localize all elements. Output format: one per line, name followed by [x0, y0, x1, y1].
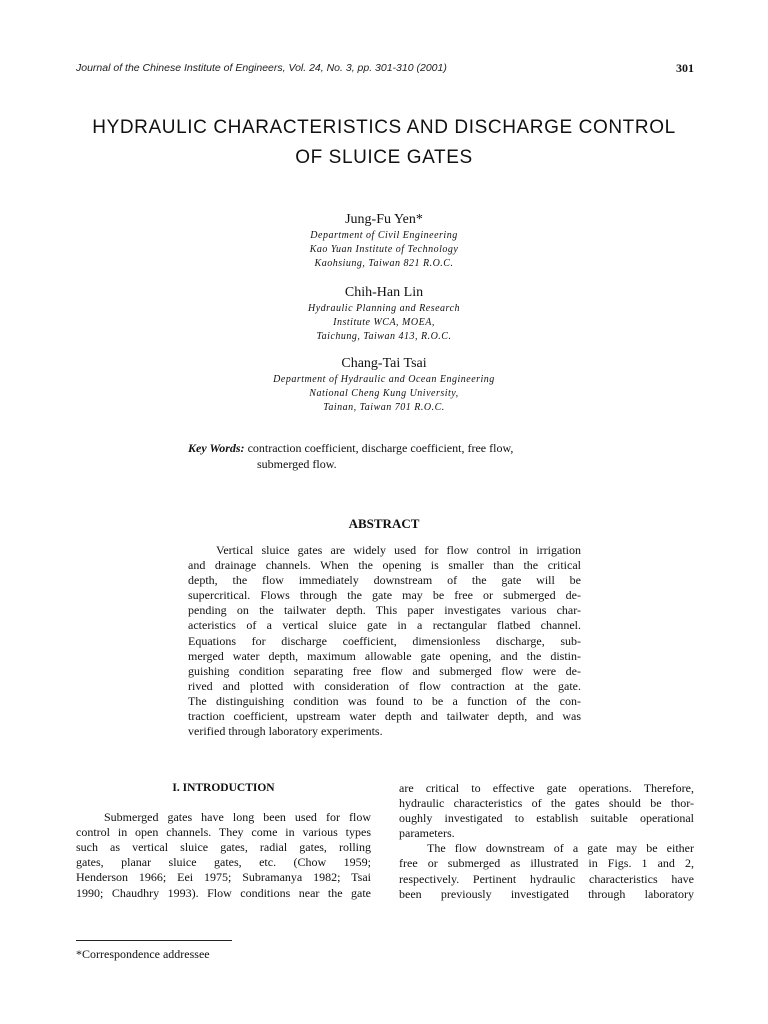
abstract-line: rived and plotted with consideration of flow contraction at the gate.	[188, 678, 581, 693]
body-line: are critical to effective gate operations. Therefore,	[399, 781, 694, 795]
abstract-line: depth, the flow immediately downstream of the gate will be	[188, 573, 581, 588]
author-affiliation: Hydraulic Planning and Research	[307, 303, 461, 314]
intro-right-column	[399, 781, 694, 902]
body-line: control in open channels. They come in various types	[76, 825, 371, 840]
abstract-line: supercritical. Flows through the gate may be free or submerged de-	[188, 588, 581, 603]
author-name: Jung-Fu Yen*	[345, 212, 423, 227]
page-number: 301	[676, 61, 694, 75]
abstract-line: Equations for discharge coefficient, dimensionless discharge, sub-	[188, 633, 581, 648]
abstract-line: merged water depth, maximum allowable gate opening, and the distin-	[188, 648, 581, 663]
author-block-2	[0, 284, 768, 344]
footnote-divider	[76, 940, 232, 941]
author-block-1	[0, 211, 768, 271]
body-line: parameters.	[399, 826, 455, 841]
author-affiliation: Kao Yuan Institute of Technology	[309, 244, 459, 255]
author-affiliation: Kaohsiung, Taiwan 821 R.O.C.	[314, 258, 454, 269]
author-affiliation: Department of Civil Engineering	[310, 230, 458, 241]
keywords-block	[188, 441, 588, 472]
author-affiliation: Department of Hydraulic and Ocean Engineering	[273, 374, 495, 385]
author-block-3	[0, 355, 768, 415]
keywords-text-cont: submerged flow.	[257, 456, 337, 471]
body-line: respectively. Pertinent hydraulic characteristics have	[399, 871, 694, 886]
abstract-line: verified through laboratory experiments.	[188, 724, 383, 739]
author-name: Chang-Tai Tsai	[341, 356, 427, 371]
abstract-line: and drainage channels. When the opening is smaller than the critical	[188, 558, 581, 573]
footnote: *Correspondence addressee	[76, 947, 210, 961]
body-line: free or submerged as illustrated in Figs. 1 and 2,	[399, 856, 694, 871]
body-line: hydraulic characteristics of the gates should be thor-	[399, 796, 694, 811]
keywords-label: Key Words:	[188, 441, 245, 455]
abstract-line: guishing condition separating free flow and submerged flow were de-	[188, 663, 581, 678]
body-line: Submerged gates have long been used for flow	[104, 810, 371, 825]
abstract-line: The distinguishing condition was found to be a function of the con-	[188, 693, 581, 708]
body-line: 1990; Chaudhry 1993). Flow conditions near the gate	[76, 885, 371, 900]
keywords-text: contraction coefficient, discharge coefficient, free flow,	[247, 441, 514, 455]
body-line: oughly investigated to establish suitable operational	[399, 811, 694, 826]
body-line: such as vertical sluice gates, radial gates, rolling	[76, 840, 371, 855]
journal-citation: Journal of the Chinese Institute of Engineers, Vol. 24, No. 3, pp. 301-310 (2001)	[76, 62, 447, 74]
author-affiliation: Tainan, Taiwan 701 R.O.C.	[323, 402, 445, 413]
abstract-line: traction coefficient, upstream water depth and tailwater depth, and was	[188, 709, 581, 724]
abstract-line: acteristics of a vertical sluice gate in a rectangular flatbed channel.	[188, 618, 581, 633]
paper-title-line-2: OF SLUICE GATES	[295, 147, 473, 168]
author-affiliation: Institute WCA, MOEA,	[333, 317, 435, 328]
paper-title-line-1: HYDRAULIC CHARACTERISTICS AND DISCHARGE CONTROL	[92, 117, 676, 138]
abstract-line: pending on the tailwater depth. This paper investigates various char-	[188, 603, 581, 618]
abstract-line: Vertical sluice gates are widely used for flow control in irrigation	[216, 543, 581, 557]
author-affiliation: National Cheng Kung University,	[309, 388, 459, 399]
body-line: been previously investigated through laboratory	[399, 886, 694, 901]
abstract-heading: ABSTRACT	[348, 516, 420, 531]
section-heading-introduction: I. INTRODUCTION	[172, 782, 275, 794]
author-affiliation: Taichung, Taiwan 413, R.O.C.	[316, 331, 452, 342]
abstract-body	[188, 543, 581, 739]
author-name: Chih-Han Lin	[344, 285, 424, 300]
body-line: Henderson 1966; Eei 1975; Subramanya 1982; Tsai	[76, 870, 371, 885]
intro-left-column	[76, 781, 371, 901]
body-line: The flow downstream of a gate may be either	[427, 841, 694, 856]
body-line: gates, planar sluice gates, etc. (Chow 1959;	[76, 855, 371, 870]
